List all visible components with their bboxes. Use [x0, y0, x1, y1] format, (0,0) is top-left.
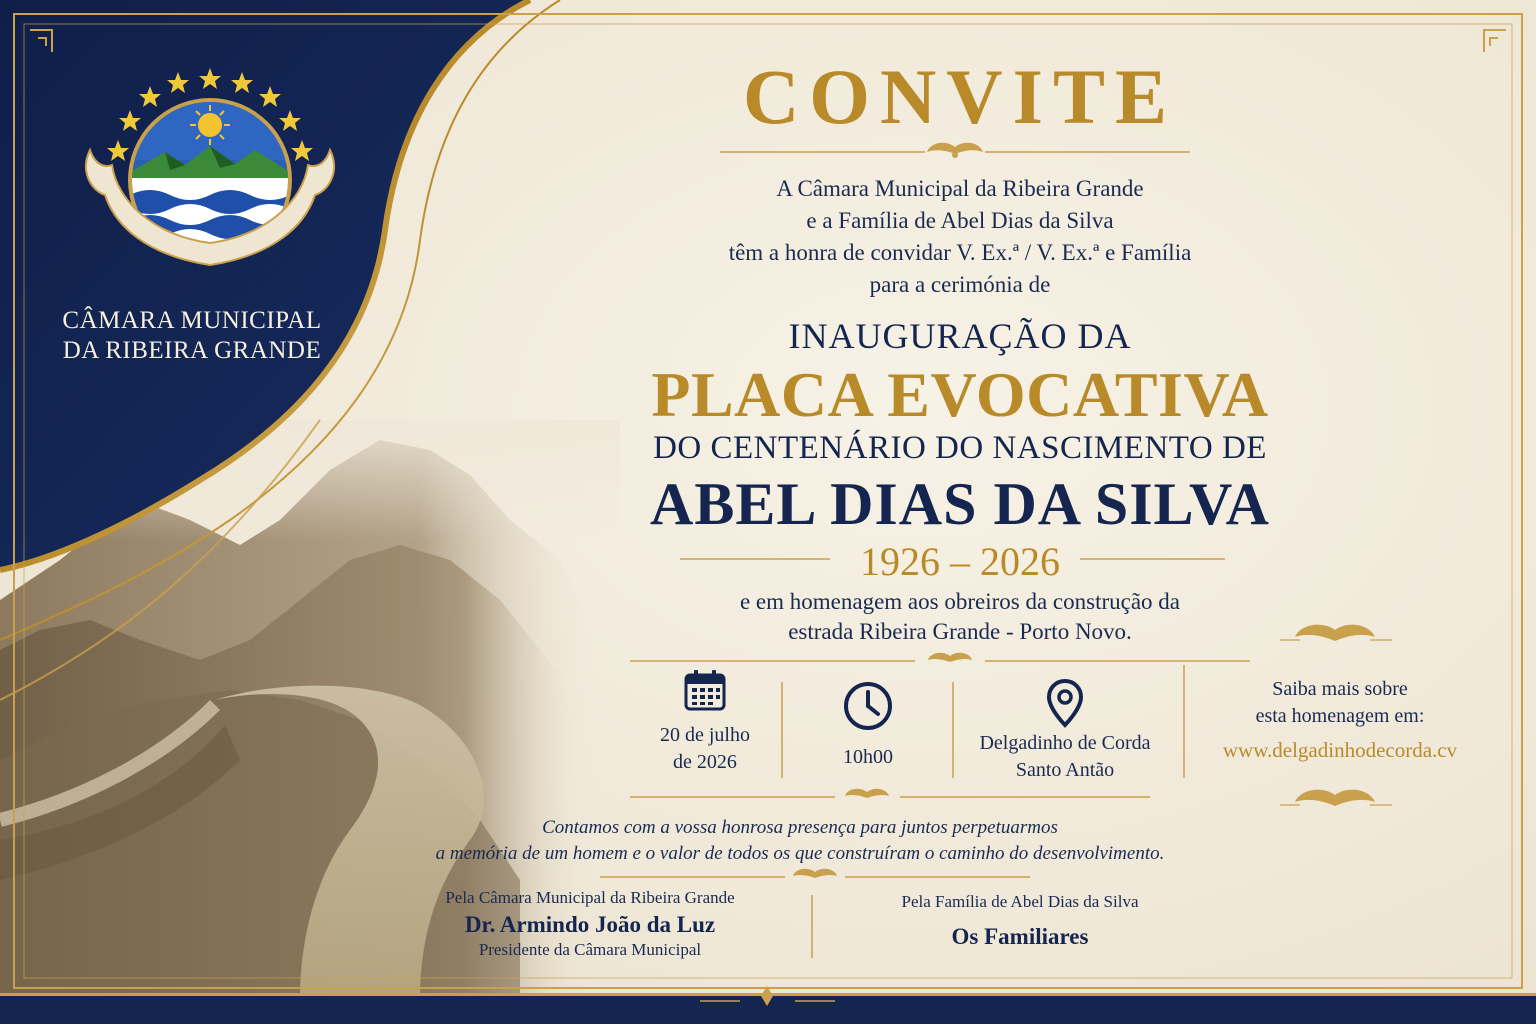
organization-name: [40, 306, 344, 366]
homage-line: estrada Ribeira Grande - Porto Novo.: [788, 619, 1132, 644]
coat-of-arms-icon: [70, 60, 350, 300]
intro-line: para a cerimónia de: [869, 272, 1051, 297]
intro-line: têm a honra de convidar V. Ex.ª / V. Ex.ª e Família: [728, 240, 1192, 265]
more-info-block: [1195, 676, 1485, 763]
closing-line1: Contamos com a vossa honrosa presença para juntos perpetuarmos: [542, 817, 1058, 838]
intro-line: e a Família de Abel Dias da Silva: [806, 208, 1114, 233]
signature-right: [840, 892, 1200, 950]
signature-left-name: Dr. Armindo João da Luz: [464, 912, 716, 937]
organization-name-line2: DA RIBEIRA GRANDE: [62, 337, 322, 364]
invitation-intro: [620, 173, 1300, 301]
years-range: 1926 – 2026: [860, 539, 1060, 584]
more-info-line2: esta homenagem em:: [1255, 705, 1425, 727]
place-line1: Delgadinho de Corda: [979, 732, 1151, 754]
date-block: [640, 668, 770, 776]
calendar-icon: [683, 668, 727, 712]
organization-name-line1: CÂMARA MUNICIPAL: [62, 307, 322, 334]
closing-message: [360, 815, 1240, 867]
heading-placa-evocativa: PLACA EVOCATIVA: [651, 359, 1269, 430]
closing-line2: a memória de um homem e o valor de todos os que construíram o caminho do desenvolvimento.: [435, 843, 1165, 864]
heading-centenario: DO CENTENÁRIO DO NASCIMENTO DE: [653, 430, 1267, 466]
honoree-name: ABEL DIAS DA SILVA: [650, 471, 1270, 537]
homage-line: e em homenagem aos obreiros da construção da: [739, 589, 1181, 614]
place-line2: Santo Antão: [1015, 759, 1115, 781]
place-block: [960, 678, 1170, 784]
website-link[interactable]: www.delgadinhodecorda.cv: [1222, 738, 1458, 762]
date-line2: de 2026: [673, 751, 737, 773]
signature-left-role: Presidente da Câmara Municipal: [478, 940, 702, 959]
intro-line: A Câmara Municipal da Ribeira Grande: [776, 176, 1144, 201]
municipal-crest: [70, 60, 350, 300]
heading-inauguracao: INAUGURAÇÃO DA: [788, 316, 1132, 356]
invitation-title: CONVITE: [742, 53, 1178, 140]
signature-left-on-behalf: Pela Câmara Municipal da Ribeira Grande: [445, 888, 735, 907]
signature-right-name: Os Familiares: [951, 924, 1089, 949]
map-pin-icon: [1045, 678, 1085, 728]
time-block: [808, 680, 928, 771]
homage-text: [620, 587, 1300, 647]
seal-text: MUNICÍPIO DA RIBEIRA GRANDE: [117, 238, 303, 300]
clock-icon: [842, 680, 894, 732]
time-value: 10h00: [843, 746, 893, 768]
signature-right-on-behalf: Pela Família de Abel Dias da Silva: [901, 892, 1139, 911]
date-line1: 20 de julho: [660, 724, 750, 746]
more-info-line1: Saiba mais sobre: [1272, 678, 1408, 700]
signature-left: [380, 888, 800, 960]
